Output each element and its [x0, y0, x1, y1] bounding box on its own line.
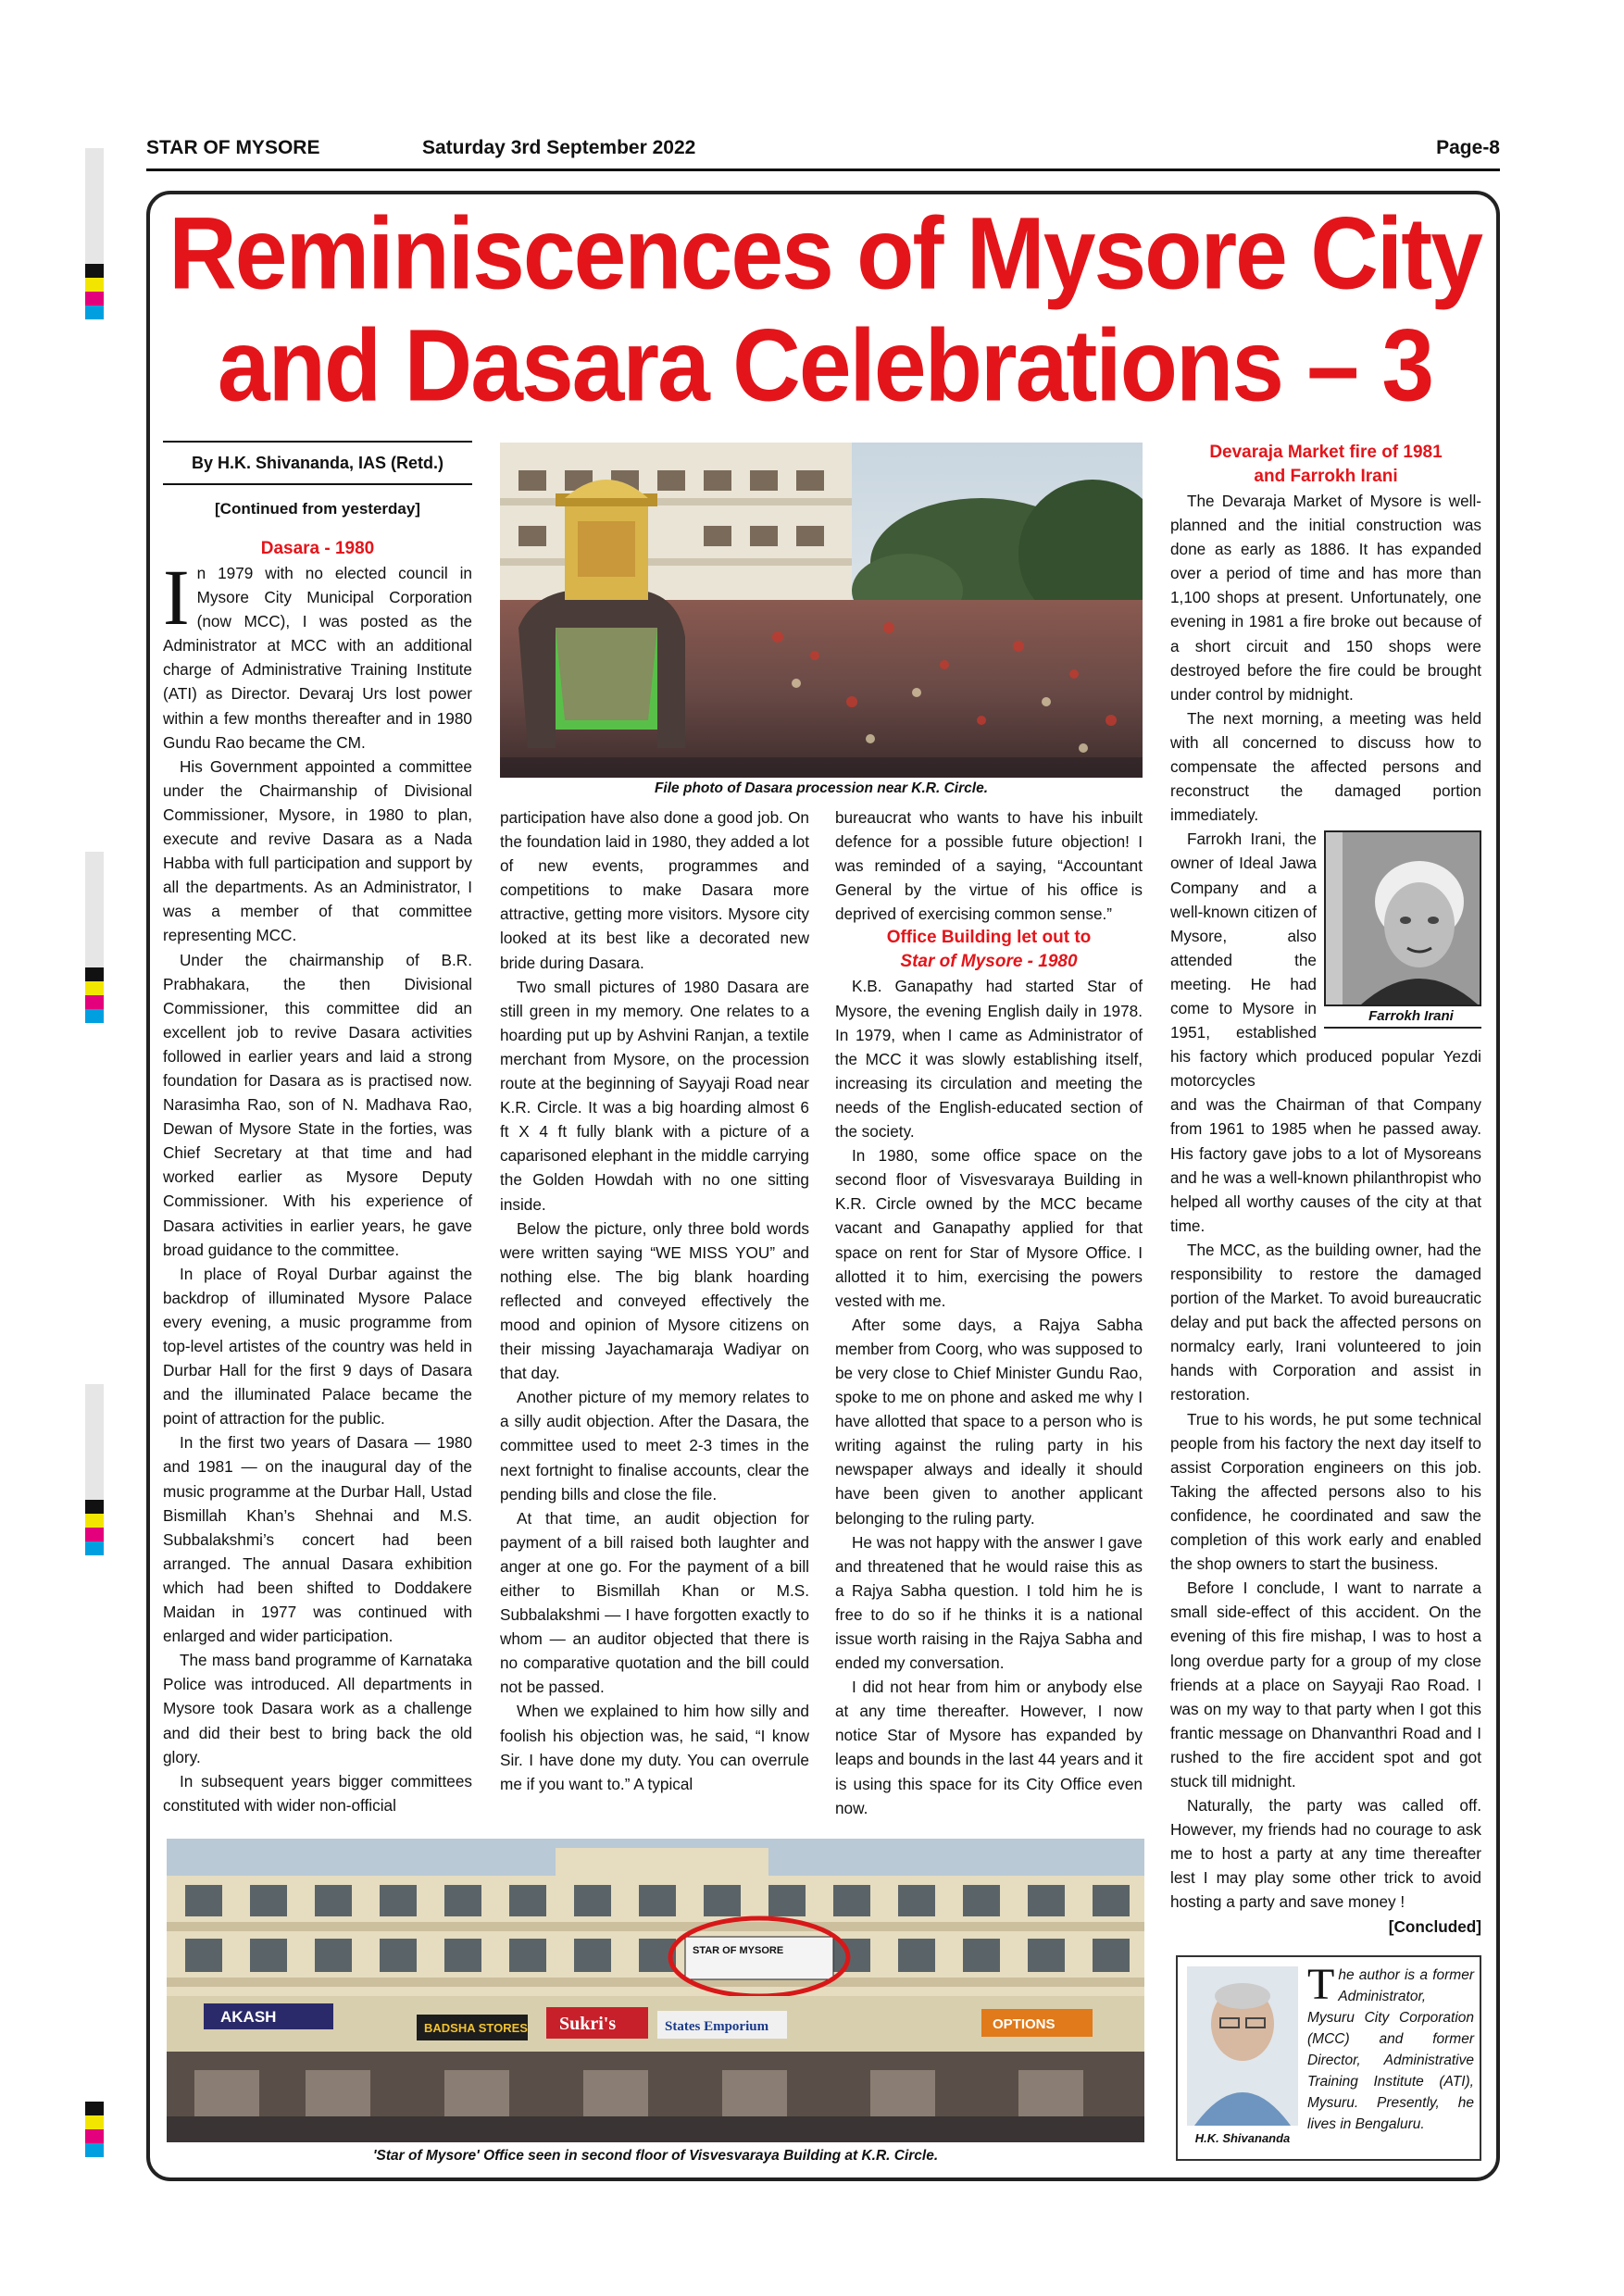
author-note: The author is a former Administrator, Mysuru City Corporation (MCC) and former Director, Administrative Training Institute (ATI), Mysuru. Presently, he lives in Bengaluru. [1307, 1960, 1474, 2132]
paragraph: When we explained to him how silly and foolish his objection was, he said, “I know Sir. I have done my duty. You can overrule me if you want to.” A typical [500, 1702, 809, 1793]
paragraph: In 1980, some office space on the second floor of Visvesvaraya Building in K.R. Circle owned by the MCC became vacant and Ganapathy applied for that space on rent for Star of Mysore Office. I allotted it to him, exercising the powers vested with me. [835, 1146, 1143, 1310]
badsha-sign-text: BADSHA STORES [424, 2021, 528, 2035]
headline-line-1: Reminiscences of Mysore City [169, 195, 1481, 311]
issue-date: Saturday 3rd September 2022 [422, 137, 696, 158]
section-dasara-1980: Dasara - 1980 [260, 539, 375, 558]
paragraph: His Government appointed a committee under the Chairmanship of Divisional Commissioner, Mysore, in 1980 to plan, execute and revive Dasara as a Nada Habba with full participation and support by all the departments. As an Administrator, I was a member of that committee representing MCC. [163, 756, 472, 945]
paragraph: Under the chairmanship of B.R. Prabhakara, the then Divisional Commissioner, this committee did an excellent job to revive Dasara activities followed in earlier years and laid a strong foundation for Dasara as is practised now. Narasimha Rao, son of N. Madhava Rao, Dewan of Mysore State in the forties, was Chief Secretary at that time and had worked earlier as Mysore Deputy Commissioner. With his experience of Dasara activities in earlier years, he gave broad guidance to the committee. [163, 950, 472, 1259]
paragraph-with-photo: Farrokh Irani Farrokh Irani, the owner of Ideal Jawa Company and a well-known citizen of Mysore, also attended the meeting. He had come to Mysore in 1951, established his factory which produced popular Yezdi motorcycles [1170, 827, 1481, 1092]
procession-caption: File photo of Dasara procession near K.R. Circle. [654, 780, 989, 796]
paragraph: After some days, a Rajya Sabha member from Coorg, who was supposed to be very close to Chief Minister Gundu Rao, spoke to me on phone and asked me why I have allotted that space to a person who is writing against the ruling party in his newspaper always and ideally it should have been given to another applicant belonging to the ruling party. [835, 1315, 1143, 1528]
section-office-building: Office Building let out to Star of Mysore - 1980 [886, 928, 1092, 972]
paragraph: Two small pictures of 1980 Dasara are still green in my memory. One relates to a hoarding put up by Ashvini Ranjan, a textile merchant from Mysore, on the procession route at the beginning of Sayyaji Road near K.R. Circle. It was a big hoarding almost 6 ft X 4 ft fully blank with a picture of a caparisoned elephant in the middle carrying the Golden Howdah with no one sitting inside. [500, 977, 809, 1214]
sukris-sign-text: Sukri's [559, 2014, 617, 2034]
paragraph: Below the picture, only three bold words were written saying “WE MISS YOU” and nothing else. The big blank hoarding reflected and conveyed effectively the mood and opinion of Mysore citizens on their missing Jayachamaraja Wadiyar on that day. [500, 1218, 809, 1383]
registration-marks-4 [85, 2102, 104, 2157]
paper-name: STAR OF MYSORE [146, 137, 320, 158]
dasara-procession-photo [500, 443, 1143, 778]
states-sign-text: States Emporium [665, 2019, 769, 2034]
visvesvaraya-building-photo [167, 1839, 1144, 2142]
som-sign-text: STAR OF MYSORE [693, 1945, 784, 1956]
paragraph: At that time, an audit objection for payment of a bill raised both laughter and anger at one go. For the payment of a bill either to Bismillah Khan or M.S. Subbalakshmi — I have forgotten exactly to whom — an auditor objected that there is no comparative quotation and the bill could not be passed. [500, 1508, 809, 1697]
paragraph: The Devaraja Market of Mysore is well-planned and the initial construction was done as early as 1886. It has expanded over a period of time and has more than 1,100 shops at present. Unfortunately, one evening in 1981 a fire broke out because of a short circuit and 150 shops were destroyed before the fire could be brought under control by midnight. [1170, 492, 1481, 704]
paragraph: I did not hear from him or anybody else at any time thereafter. However, I now notice Star of Mysore has expanded by leaps and bounds in the last 44 years and it is using this space for its City Office even now. [835, 1678, 1143, 1817]
masthead-rule [146, 168, 1500, 171]
masthead [146, 137, 1500, 165]
paragraph: The mass band programme of Karnataka Police was introduced. All departments in Mysore took Dasara work as a challenge and did their best to bring back the old glory. [163, 1651, 472, 1766]
author-photo [1187, 1966, 1298, 2126]
paragraph: In place of Royal Durbar against the backdrop of illuminated Mysore Palace every evening, a music programme from top-level artistes of the country was held in Durbar Hall for the first 9 days of Dasara and the illuminated Palace became the point of attraction for the public. [163, 1264, 472, 1429]
continued-note: [Continued from yesterday] [215, 500, 420, 518]
concluded-note: [Concluded] [1388, 1916, 1481, 1936]
author-note-dropcap: T [1307, 1960, 1335, 2009]
paragraph: and was the Chairman of that Company from 1961 to 1985 when he passed away. His factory gave jobs to a lot of Mysoreans and he was a well-known philanthropist who helped all worthy causes of the city at that time. [1170, 1095, 1481, 1235]
options-sign-text: OPTIONS [993, 2016, 1056, 2032]
byline: By H.K. Shivananda, IAS (Retd.) [163, 441, 472, 485]
author-photo-caption: H.K. Shivananda [1194, 2131, 1291, 2145]
paragraph: In the first two years of Dasara — 1980 and 1981 — on the inaugural day of the music programme at the Durbar Hall, Ustad Bismillah Khan’s Shehnai and M.S. Subbalakshmi’s concert had been arranged. The annual Dasara exhibition which had been shifted to Doddakere Maidan in 1977 was continued with enlarged and wider participation. [163, 1433, 472, 1646]
headline [163, 197, 1487, 421]
irani-photo-block [1324, 830, 1481, 1029]
page-number: Page-8 [1436, 137, 1500, 158]
building-caption: 'Star of Mysore' Office seen in second floor of Visvesvaraya Building at K.R. Circle. [372, 2148, 939, 2164]
column-4 [1170, 441, 1481, 1939]
paragraph: Before I conclude, I want to narrate a small side-effect of this accident. On the evening of this fire mishap, I was to host a long overdue party for a group of my close friends at a place on Sayyaji Rao Road. I was on my way to that party when I got this frantic message on Dhanvanthri Road and I rushed to the fire accident spot and got stuck till midnight. [1170, 1578, 1481, 1791]
akash-sign-text: AKASH [220, 2008, 277, 2026]
paragraph: The MCC, as the building owner, had the responsibility to restore the damaged portion of the Market. To avoid bureaucratic delay and put back the affected persons on normalcy early, Irani volunteered to join hands with Corporation and assist in restoration. [1170, 1240, 1481, 1404]
registration-marks-1 [85, 148, 104, 319]
author-box [1176, 1955, 1481, 2161]
registration-marks-2 [85, 852, 104, 1023]
column-1 [163, 537, 472, 1817]
paragraph: In subsequent years bigger committees constituted with wider non-official [163, 1771, 472, 1815]
paragraph: True to his words, he put some technical people from his factory the next day itself to assist Corporation engineers on this job. Taking the affected persons also to his confidence, he coordinated and saw the completion of this work early and enabled the shop owners to start the business. [1170, 1409, 1481, 1574]
paragraph: He was not happy with the answer I gave and threatened that he would raise this as a Rajya Sabha question. I told him he is free to do so if he thinks it is a national issue worth raising in the Rajya Sabha and ended my conversation. [835, 1532, 1143, 1673]
column-2 [500, 805, 809, 1796]
farrokh-irani-photo [1324, 830, 1481, 1006]
headline-line-2: and Dasara Celebrations – 3 [217, 307, 1433, 423]
paragraph: In 1979 with no elected council in Mysore City Municipal Corporation (now MCC), I was posted as the Administrator at MCC with an additional charge of Administrative Training Institute (ATI) as Director. Devaraj Urs lost power within a few months thereafter and in 1980 Gundu Rao became the CM. [163, 553, 472, 752]
paragraph: Another picture of my memory relates to a silly audit objection. After the Dasara, the committee used to meet 2-3 times in the next fortnight to finalise accounts, clear the pending bills and close the file. [500, 1388, 809, 1504]
paragraph: Naturally, the party was called off. However, my friends had no courage to ask me to host a party at any time thereafter lest I may play some other trick to avoid hosting a party and save money ! [1170, 1796, 1481, 1912]
registration-marks-3 [85, 1384, 104, 1555]
paragraph: bureaucrat who wants to have his inbuilt defence for a possible future objection! I was reminded of a saying, “Accountant General by the virtue of his office is deprived of exercising common sense.” [835, 808, 1143, 924]
column-3 [835, 805, 1143, 1820]
paragraph: The next morning, a meeting was held with all concerned to discuss how to compensate the affected persons and reconstruct the damaged portion immediately. [1170, 708, 1481, 825]
paragraph: participation have also done a good job. On the foundation laid in 1980, they added a lot of new events, programmes and competitions to make Dasara more attractive, getting more visitors. Mysore city looked at its best like a decorated new bride during Dasara. [500, 808, 809, 972]
paragraph: K.B. Ganapathy had started Star of Mysore, the evening English daily in 1978. In 1979, when I came as Administrator of the MCC it was slowly establishing itself, increasing its circulation and meeting the needs of the English-educated section of the society. [835, 977, 1143, 1142]
section-market-fire: Devaraja Market fire of 1981 and Farrokh Irani [1209, 443, 1443, 486]
irani-caption: Farrokh Irani [1324, 1006, 1481, 1029]
drop-cap: I [163, 553, 190, 642]
